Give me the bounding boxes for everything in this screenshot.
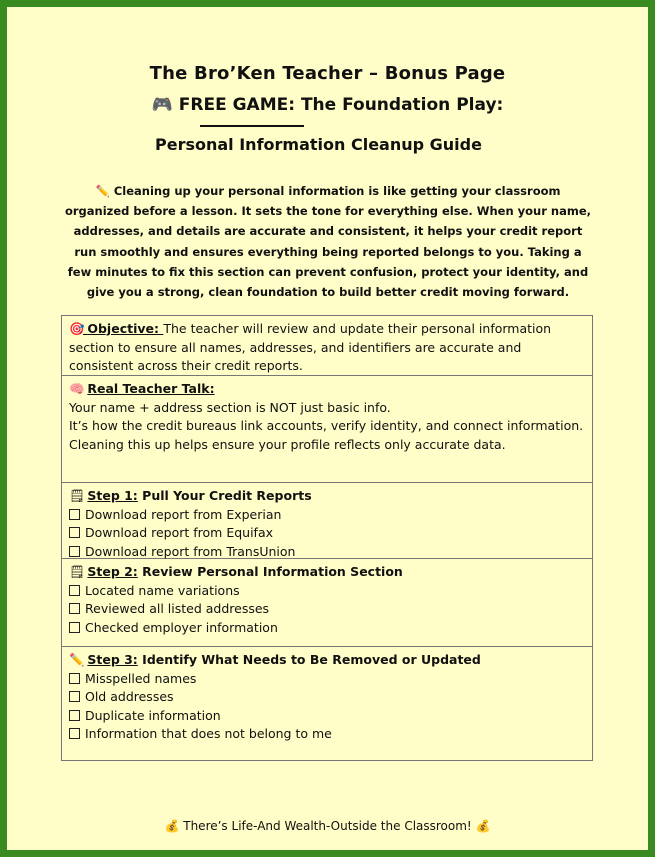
guide-title: Personal Information Cleanup Guide xyxy=(155,135,482,154)
checklist-item-label: Information that does not belong to me xyxy=(85,726,332,742)
page-title: The Bro’Ken Teacher – Bonus Page xyxy=(149,63,506,84)
checklist-item xyxy=(69,582,585,601)
step-1-title: Pull Your Credit Reports xyxy=(142,488,312,503)
intro-text: Cleaning up your personal information is like getting your classroom organized before a lesson. It sets the tone for everything else. When your name, addresses, and details are accurate and consistent, it helps your credit report run smoothly and ensures everything being reported belongs to you. Taking a few minutes to fix this section can prevent confusion, protect your identity, and give you a strong, clean foundation to build better credit moving forward. xyxy=(64,184,591,300)
objective-section xyxy=(62,316,592,375)
title-divider xyxy=(200,125,304,127)
checklist-item-label: Download report from Experian xyxy=(85,506,282,522)
step-2-section xyxy=(62,558,592,646)
objective-label: Objective: xyxy=(87,321,159,336)
checkbox[interactable] xyxy=(69,509,80,520)
checklist-item-label: Download report from Equifax xyxy=(85,525,274,541)
checklist-item-label: Download report from TransUnion xyxy=(85,543,296,559)
step-2-title: Review Personal Information Section xyxy=(142,564,403,579)
objective-text: The teacher will review and update their personal information section to ensure all names, addresses, and identifiers are accurate and consistent across their credit reports. xyxy=(69,321,552,374)
footer-tagline xyxy=(7,819,648,833)
game-controller-icon: 🎮 xyxy=(151,95,173,115)
checkbox[interactable] xyxy=(69,691,80,702)
checklist-item xyxy=(69,600,585,619)
checklist-item-label: Checked employer information xyxy=(85,619,278,635)
notepad-icon: 🗒 xyxy=(69,564,85,579)
checklist-item xyxy=(69,707,585,726)
intro-paragraph xyxy=(63,181,593,302)
step-3-section xyxy=(62,646,592,760)
notepad-icon: 🗒 xyxy=(69,488,85,503)
checklist-item-label: Misspelled names xyxy=(85,670,197,686)
teacher-talk-section xyxy=(62,375,592,482)
checklist-item xyxy=(69,524,585,543)
checkbox[interactable] xyxy=(69,603,80,614)
checklist-item-label: Located name variations xyxy=(85,582,240,598)
step-1-section xyxy=(62,482,592,558)
teacher-talk-line-1: Your name + address section is NOT just basic info. xyxy=(69,399,391,415)
game-subtitle xyxy=(7,95,648,115)
money-bag-icon: 💰 xyxy=(475,819,491,833)
money-bag-icon: 💰 xyxy=(164,819,180,833)
checklist-item-label: Old addresses xyxy=(85,689,174,705)
step-1-label: Step 1: xyxy=(87,488,138,503)
brain-icon: 🧠 xyxy=(69,381,85,396)
step-3-label: Step 3: xyxy=(87,652,138,667)
checkbox[interactable] xyxy=(69,546,80,557)
objective-heading xyxy=(69,321,163,336)
checklist-item-label: Reviewed all listed addresses xyxy=(85,601,270,617)
checklist-item xyxy=(69,670,585,689)
step-3-heading xyxy=(69,651,585,670)
step-3-title: Identify What Needs to Be Removed or Updated xyxy=(142,652,481,667)
checkbox[interactable] xyxy=(69,585,80,596)
step-2-label: Step 2: xyxy=(87,564,138,579)
pencil-icon: ✏️ xyxy=(69,652,85,667)
checkbox[interactable] xyxy=(69,527,80,538)
pencil-icon: ✏️ xyxy=(95,184,110,198)
target-icon: 🎯 xyxy=(69,321,85,336)
checklist-item-label: Duplicate information xyxy=(85,707,221,723)
teacher-talk-heading xyxy=(69,380,585,399)
cleanup-table xyxy=(61,315,593,761)
checklist-item xyxy=(69,688,585,707)
step-1-heading xyxy=(69,487,585,506)
checkbox[interactable] xyxy=(69,710,80,721)
game-subtitle-text: FREE GAME: The Foundation Play: xyxy=(178,95,504,115)
teacher-talk-label: Real Teacher Talk: xyxy=(87,381,215,396)
checkbox[interactable] xyxy=(69,622,80,633)
teacher-talk-line-2: It’s how the credit bureaus link accounts, verify identity, and connect information. Cleaning this up helps ensure your profile reflects only accurate data. xyxy=(69,418,584,452)
step-2-heading xyxy=(69,563,585,582)
checklist-item xyxy=(69,506,585,525)
checklist-item xyxy=(69,619,585,638)
checklist-item xyxy=(69,725,585,744)
checkbox[interactable] xyxy=(69,673,80,684)
footer-text: There’s Life-And Wealth-Outside the Classroom! xyxy=(183,819,472,833)
checkbox[interactable] xyxy=(69,728,80,739)
